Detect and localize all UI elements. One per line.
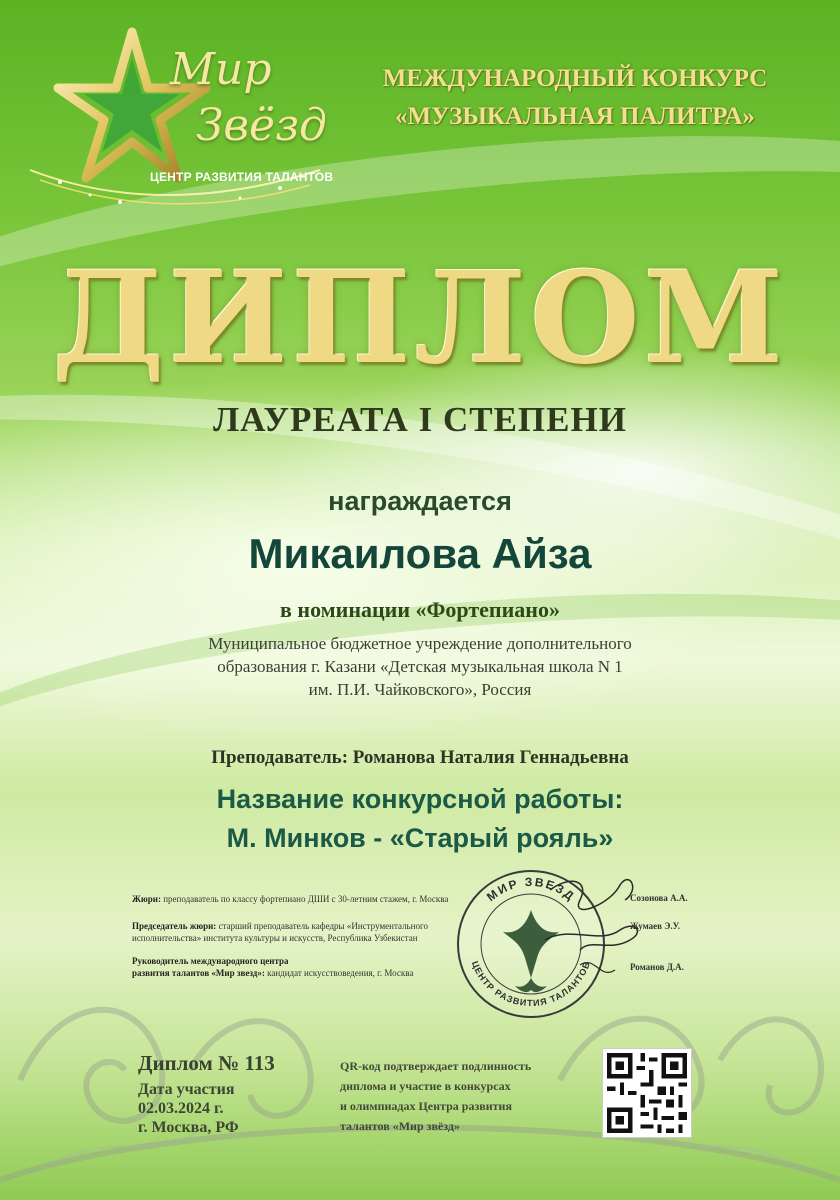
diploma-title: ДИПЛОМ [52,244,788,392]
qr-caption [340,1056,570,1136]
qr-caption-line: и олимпиадах Центра развития [340,1099,512,1113]
signature [540,870,650,990]
logo [20,20,340,205]
organization-line: образования г. Казани «Детская музыкальная школа N 1 [217,657,623,676]
qr-code-icon[interactable] [602,1048,692,1138]
participation-info [138,1080,239,1137]
head-name: Романов Д.А. [630,962,684,972]
date-label: Дата участия [138,1081,235,1098]
jury-label: Жюри: [132,894,161,904]
recipient-name: Микаилова Айза [248,530,592,577]
diploma-number: Диплом № 113 [138,1051,275,1075]
chair-name: Жумаев Э.У. [630,921,681,931]
qr-code-pattern [603,1049,691,1137]
chair-label: Председатель жюри: [132,921,217,931]
organization [150,632,690,701]
diploma-degree: ЛАУРЕАТА I СТЕПЕНИ [213,400,627,439]
organization-line: им. П.И. Чайковского», Россия [308,680,532,699]
logo-title: Звёзд [196,100,327,151]
contest-title-line: МЕЖДУНАРОДНЫЙ КОНКУРС [382,65,768,92]
nomination: в номинации «Фортепиано» [280,597,560,622]
logo-subtitle: ЦЕНТР РАЗВИТИЯ ТАЛАНТОВ [150,170,334,184]
contest-title-line: «МУЗЫКАЛЬНАЯ ПАЛИТРА» [395,103,755,130]
seal-text: ЦЕНТР РАЗВИТИЯ ТАЛАНТОВ [469,959,593,1009]
jury-name: Созонова А.А. [630,893,688,903]
logo-title: Мир [170,44,272,95]
chair-text: исполнительства» института культуры и искусств, Республика Узбекистан [132,933,418,943]
city: г. Москва, РФ [138,1119,239,1136]
contest-title [340,60,810,136]
participation-date: 02.03.2024 г. [138,1100,224,1117]
qr-caption-line: талантов «Мир звёзд» [340,1119,460,1133]
jury-text: преподаватель по классу фортепиано ДШИ с 30-летним стажем, г. Москва [163,894,449,904]
head-label: Руководитель международного центра [132,956,289,966]
seal-text: МИР ЗВЕЗД [484,874,579,905]
awarded-label: награждается [328,486,512,516]
organization-line: Муниципальное бюджетное учреждение дополнительного [208,634,632,653]
work-title: М. Минков - «Старый рояль» [226,823,614,853]
qr-caption-line: диплома и участие в конкурсах [340,1079,511,1093]
teacher: Преподаватель: Романова Наталия Геннадьевна [211,747,629,768]
work-label: Название конкурсной работы: [216,784,624,814]
head-label: развития талантов «Мир звезд»: [132,968,265,978]
head-text: кандидат искусствоведения, г. Москва [267,968,414,978]
chair-text: старший преподаватель кафедры «Инструментального [218,921,428,931]
qr-caption-line: QR-код подтверждает подлинность [340,1059,532,1073]
